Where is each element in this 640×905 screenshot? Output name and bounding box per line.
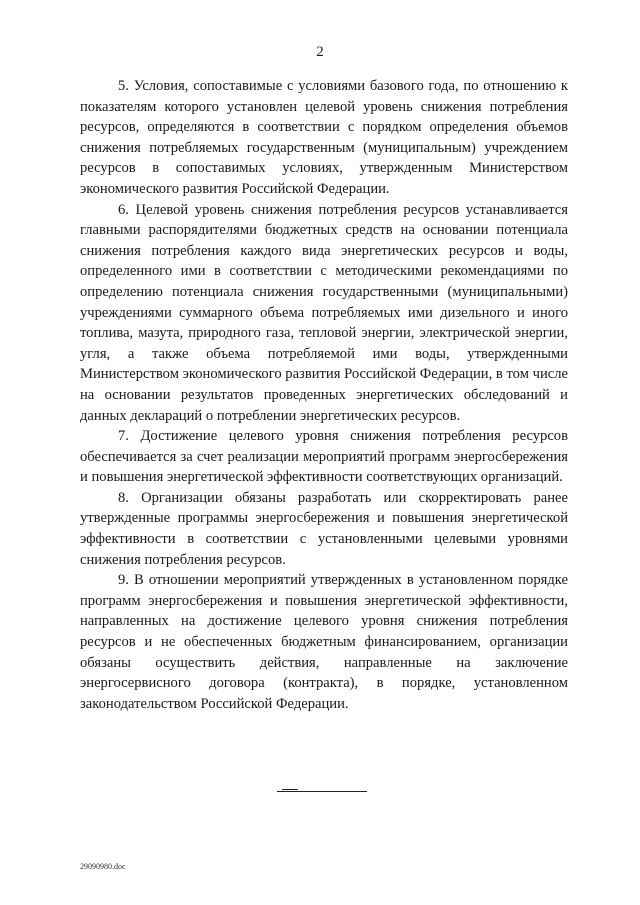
page-number: 2 — [316, 44, 324, 60]
end-divider-mark — [282, 789, 298, 790]
paragraph-7: 7. Достижение целевого уровня снижения потребления ресурсов обеспечивается за счет реализации мероприятий программ энергосбережения и повышения энергетической эффективности соответствующих организаций. — [80, 428, 568, 486]
paragraph-6: 6. Целевой уровень снижения потребления ресурсов устанавливается главными распорядителями бюджетных средств на основании потенциала снижения потребления каждого вида энергетических ресурсов и воды, определенного ими в соответствии с методическими рекомендациями по определению потенциала снижения государственными (муниципальными) учреждениями суммарного объема потребляемых ими дизельного и иного топлива, мазута, природного газа, тепловой энергии, электрической энергии, угля, а также объема потребляемой ими воды, утвержденными Министерством экономического развития Российской Федерации, в том числе на основании результатов проведенных энергетических обследований и данных деклараций о потреблении энергетических ресурсов. — [80, 201, 568, 424]
paragraph-9: 9. В отношении мероприятий утвержденных в установленном порядке программ энергосбережения и повышения энергетической эффективности, направленных на достижение целевого уровня снижения потребления ресурсов и не обеспеченных бюджетным финансированием, организации обязаны осуществить действия, направленные на заключение энергосервисного договора (контракта), в порядке, установленном законодательством Российской Федерации. — [80, 572, 568, 712]
file-name: 29090980.doc — [80, 862, 126, 871]
paragraph-5: 5. Условия, сопоставимые с условиями базового года, по отношению к показателям которого установлен целевой уровень снижения потребления ресурсов, определяются в соответствии с порядком определения объемов снижения потребляемых государственным (муниципальным) учреждением ресурсов в сопоставимых условиях, утвержденным Министерством экономического развития Российской Федерации. — [80, 78, 568, 197]
paragraph-8: 8. Организации обязаны разработать или скорректировать ранее утвержденные программы энергосбережения и повышения энергетической эффективности в соответствии с установленными целевыми уровнями снижения потребления ресурсов. — [80, 489, 568, 568]
end-divider — [277, 791, 367, 792]
document-body — [80, 76, 568, 714]
